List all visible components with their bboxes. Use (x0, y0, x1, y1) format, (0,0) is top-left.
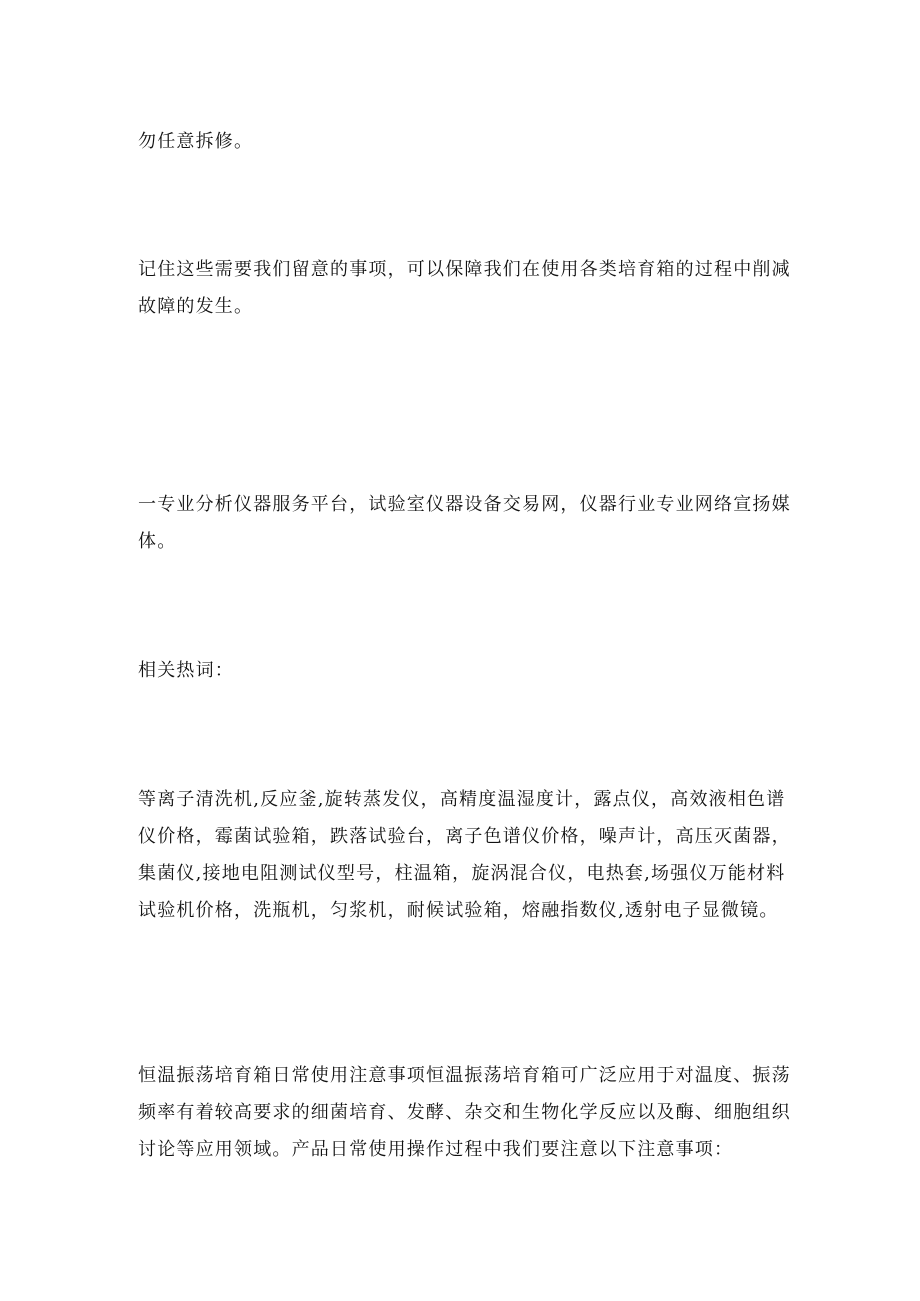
paragraph-maintenance-note: 记住这些需要我们留意的事项，可以保障我们在使用各类培育箱的过程中削减故障的发生。 (138, 259, 791, 317)
related-keywords-list: 等离子清洗机,反应釜,旋转蒸发仪，高精度温湿度计，露点仪，高效液相色谱仪价格，霉菌试验箱，跌落试验台，离子色谱仪价格，噪声计，高压灭菌器，集菌仪,接地电阻测试仪型号，柱温箱，旋涡混合仪，电热套,场强仪万能材料试验机价格，洗瓶机，匀浆机，耐候试验箱，熔融指数仪,透射电子显微镜。 (138, 789, 791, 921)
paragraph-shaker-incubator-intro: 恒温振荡培育箱日常使用注意事项恒温振荡培育箱可广泛应用于对温度、振荡频率有着较高要求的细菌培育、发酵、杂交和生物化学反应以及酶、细胞组织讨论等应用领域。产品日常使用操作过程中我们要注意以下注意事项： (138, 1065, 791, 1160)
related-keywords-heading: 相关热词： (138, 660, 234, 681)
paragraph-platform-intro: 一专业分析仪器服务平台，试验室仪器设备交易网，仪器行业专业网络宣扬媒体。 (138, 494, 791, 552)
paragraph-repair-warning: 勿任意拆修。 (138, 131, 254, 152)
